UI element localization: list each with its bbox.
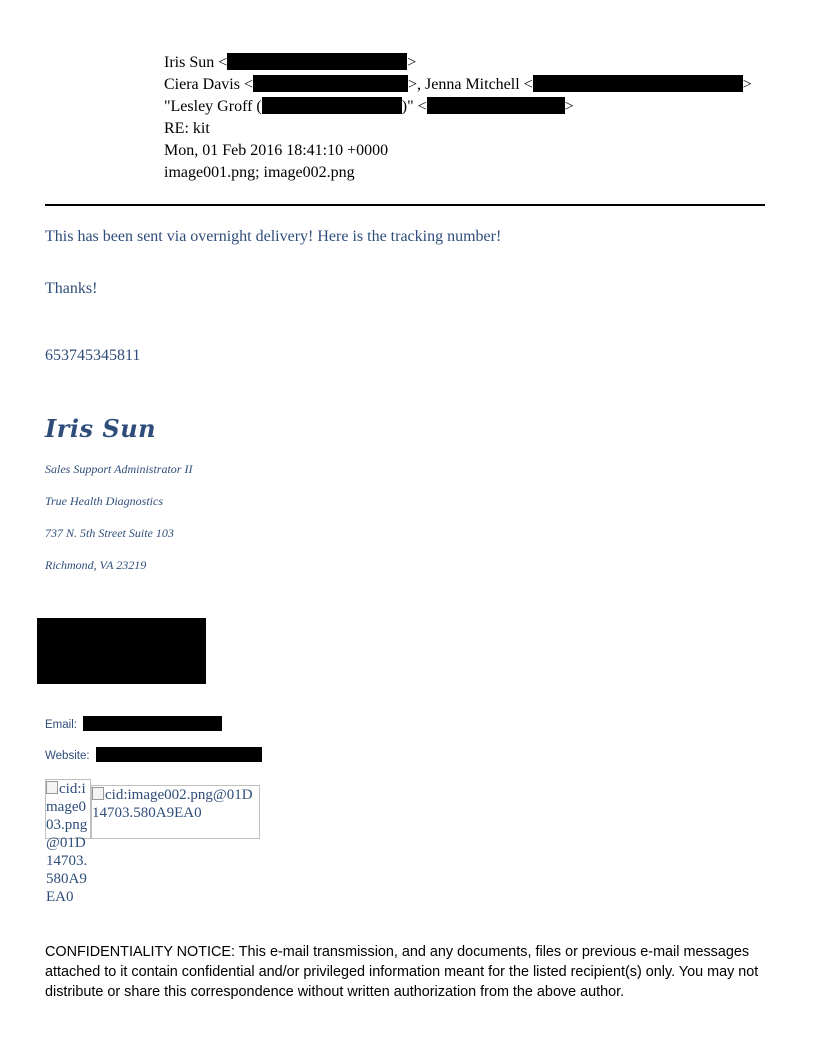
redaction-bar [96, 747, 262, 762]
signature-name: Iris Sun [45, 414, 157, 443]
to-name-1: Ciera Davis < [164, 76, 253, 93]
signature-company: True Health Diagnostics [45, 494, 164, 508]
cc-mid: )" < [401, 98, 427, 115]
from-close: > [407, 54, 417, 71]
tracking-number: 653745345811 [45, 347, 141, 364]
cc-prefix: "Lesley Groff ( [164, 98, 262, 115]
body-thanks: Thanks! [45, 280, 98, 297]
to-value [164, 74, 752, 96]
to-close: > [742, 76, 752, 93]
redaction-bar [533, 75, 743, 92]
confidentiality-notice: CONFIDENTIALITY NOTICE: This e-mail transmission, and any documents, files or previous e-mail messages attached to it contain confidential and/or privileged information meant for the listed recipient(s) only. You may not distribute or share this correspondence without written authorization from the above author. [45, 944, 759, 1000]
signature-address-line2: Richmond, VA 23219 [45, 558, 147, 572]
redaction-bar [427, 97, 565, 114]
to-separator: >, Jenna Mitchell < [408, 76, 533, 93]
date-value: Mon, 01 Feb 2016 18:41:10 +0000 [164, 142, 389, 159]
redaction-bar [227, 53, 407, 70]
broken-image-icon [92, 787, 104, 800]
signature-title: Sales Support Administrator II [45, 462, 193, 476]
from-value [164, 52, 416, 74]
signature-address-line1: 737 N. 5th Street Suite 103 [45, 526, 174, 540]
broken-image-icon [46, 781, 58, 794]
redaction-bar [253, 75, 408, 92]
inline-image-003[interactable] [45, 779, 91, 905]
redacted-logo [37, 618, 206, 684]
redaction-bar [83, 716, 222, 731]
cc-close: > [564, 98, 574, 115]
email-label: Email: [45, 719, 77, 731]
inline-image-002-alt: cid:image002.png@01D14703.580A9EA0 [92, 787, 253, 821]
from-name: Iris Sun < [164, 54, 228, 71]
body-message: This has been sent via overnight delivery! Here is the tracking number! [45, 228, 502, 245]
website-label: Website: [45, 750, 90, 762]
inline-images-value: image001.png; image002.png [164, 164, 355, 181]
cc-value [164, 96, 574, 118]
header-divider [45, 204, 765, 206]
website-row [45, 747, 262, 764]
subject-value: RE: kit [164, 120, 210, 137]
email-row [45, 716, 222, 733]
inline-image-003-alt: cid:image003.png@01D14703.580A9EA0 [46, 781, 88, 905]
inline-image-002[interactable] [91, 785, 260, 839]
redaction-bar [262, 97, 402, 114]
